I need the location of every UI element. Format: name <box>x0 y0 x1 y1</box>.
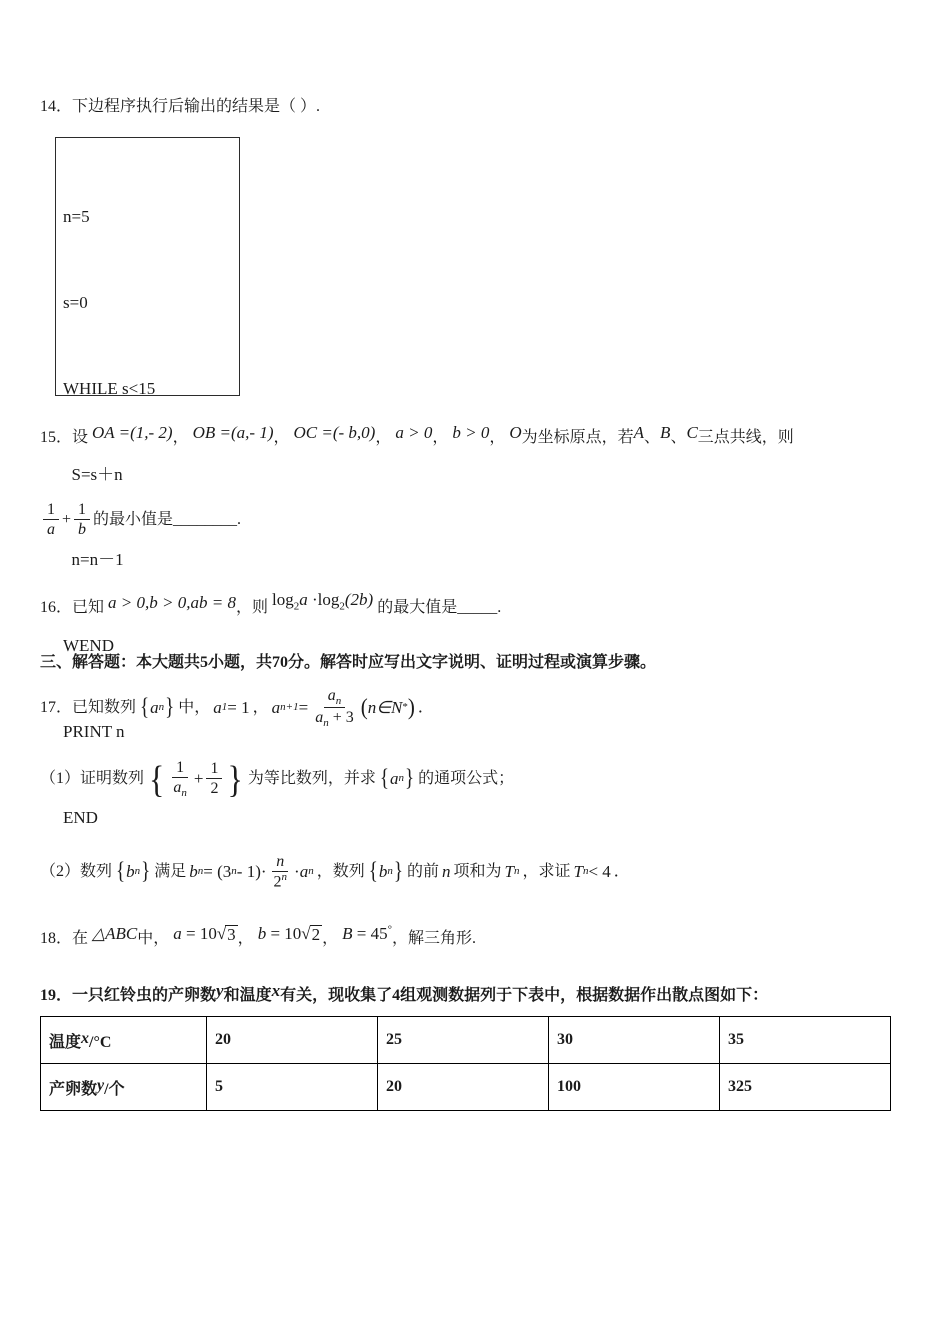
part-2-text: ，数列 <box>316 862 365 880</box>
variable: a <box>327 687 336 704</box>
log-base: 2 <box>293 600 300 613</box>
period: ． <box>417 698 434 716</box>
row-label: 温度 <box>49 1033 82 1051</box>
sequence-bn-notation <box>115 859 151 885</box>
comma: ， <box>237 930 254 947</box>
slash: / <box>104 1080 109 1098</box>
equals-open: = (3 <box>203 861 232 881</box>
temperature-row <box>41 1017 891 1064</box>
variable: a <box>299 861 309 881</box>
variable: T <box>573 861 583 881</box>
log-operator: log <box>317 590 340 609</box>
subscript: n <box>181 787 187 800</box>
comma: ， <box>273 429 290 446</box>
sequence-an-notation <box>379 766 415 792</box>
part-2-text: 的前 <box>406 862 439 880</box>
part-2-text: ，求证 <box>522 862 571 880</box>
degree-symbol: ° <box>387 923 393 936</box>
variable: b <box>189 861 198 881</box>
left-big-brace: { <box>149 757 165 801</box>
question-18-text: 中， <box>137 930 170 947</box>
code-line: n=5 <box>63 207 90 227</box>
fraction-denominator: a <box>47 521 55 539</box>
right-brace: } <box>141 858 151 885</box>
a-positive-condition: a > 0 <box>395 423 433 442</box>
question-17-text: 已知数列 <box>72 698 137 716</box>
code-line: S=s＋n <box>63 464 123 484</box>
variable: b <box>257 924 267 943</box>
question-17-part-1 <box>40 758 920 799</box>
table-cell: 30 <box>549 1017 720 1064</box>
variable: a <box>271 697 281 717</box>
row-header-temperature <box>41 1017 207 1064</box>
question-15-number: 15． <box>40 429 73 446</box>
row-label: 产卵数 <box>49 1080 98 1098</box>
fraction-n-over-2n <box>270 852 292 892</box>
question-18-text: 在 <box>72 930 89 947</box>
domain-condition: n∈N <box>367 697 403 717</box>
fraction-1-over-2 <box>206 759 222 798</box>
right-paren: ) <box>407 693 415 721</box>
subscript: n <box>335 695 342 708</box>
comma: ， <box>172 429 189 446</box>
table-cell: 5 <box>207 1064 378 1111</box>
question-19 <box>40 982 920 1009</box>
y-variable: y <box>216 981 224 1000</box>
table-cell: 325 <box>720 1064 891 1111</box>
fraction-1-over-b <box>74 500 90 539</box>
sequence-index: n <box>387 865 393 878</box>
initial-term-equation <box>213 695 249 721</box>
exponent: n <box>281 871 288 884</box>
table-cell: 35 <box>720 1017 891 1064</box>
right-brace: } <box>393 858 403 885</box>
question-18-number: 18． <box>40 930 73 947</box>
unit-count: 个 <box>108 1080 125 1098</box>
left-brace: { <box>379 764 389 792</box>
variable: a <box>315 709 324 727</box>
fraction-denominator <box>311 708 358 729</box>
fraction-numerator: 1 <box>43 500 59 520</box>
question-19-text: 和温度 <box>223 987 272 1004</box>
subscript: n <box>513 865 520 878</box>
code-line: END <box>63 807 98 827</box>
sequence-term: b <box>126 861 135 881</box>
fraction-numerator: n <box>272 852 288 872</box>
question-17-part-2 <box>40 852 920 892</box>
log-base: 2 <box>339 600 345 613</box>
slash: / <box>89 1033 94 1051</box>
sequence-term: b <box>378 861 388 881</box>
period: ． <box>613 862 630 880</box>
fraction-denominator <box>270 872 292 892</box>
part-1-text: 的通项公式； <box>418 769 515 787</box>
point-a-symbol: A <box>633 423 645 442</box>
x-variable: x <box>81 1029 90 1047</box>
separator: 、 <box>644 429 661 446</box>
equals-sign: = <box>298 697 309 717</box>
comma: ， <box>375 429 392 446</box>
sequence-an-notation <box>139 695 175 721</box>
code-line: WHILE s<15 <box>63 378 156 398</box>
variable: a <box>213 697 222 717</box>
log-argument: a <box>299 590 308 609</box>
question-18-text: ，解三角形. <box>392 930 477 947</box>
question-15-expression-line <box>40 500 920 539</box>
code-line: WEND <box>63 636 114 656</box>
log-product-expression <box>271 590 374 613</box>
egg-count-row <box>41 1064 891 1111</box>
log-argument: (2b) <box>344 590 374 609</box>
code-line: s=0 <box>63 292 88 312</box>
radical-sign: √ <box>216 924 227 943</box>
side-a-equation <box>173 924 237 943</box>
fraction-numerator: 1 <box>172 758 188 778</box>
code-line: n=n－1 <box>63 550 124 570</box>
less-than-four: < 4 <box>588 861 611 881</box>
plus-sign: + <box>62 510 72 528</box>
vector-ob-expression: OB =(a,- 1) <box>192 423 274 442</box>
y-variable: y <box>97 1076 105 1094</box>
exponent: n <box>231 865 237 878</box>
dot-operator: · <box>311 590 318 609</box>
part-2-text: （2）数列 <box>40 862 113 880</box>
question-14-number: 14． <box>40 98 73 115</box>
radicand: 3 <box>227 925 236 944</box>
plus-three: + 3 <box>328 709 354 727</box>
table-cell: 20 <box>207 1017 378 1064</box>
equals-value: = 1 <box>227 697 250 717</box>
sequence-index: n <box>134 865 141 878</box>
separator: 、 <box>670 429 687 446</box>
equals-value: = 10 <box>181 924 217 943</box>
star-superscript: * <box>402 701 408 714</box>
dot-operator: · <box>260 861 267 881</box>
question-19-text: 一只红铃虫的产卵数 <box>72 987 217 1004</box>
question-16 <box>40 590 920 621</box>
ab-conditions-expression: a > 0,b > 0,ab = 8 <box>108 593 236 612</box>
question-18 <box>40 925 920 952</box>
base-two: 2 <box>273 873 282 891</box>
part-2-text: 满足 <box>154 862 187 880</box>
point-b-symbol: B <box>660 423 671 442</box>
sequence-index: n <box>398 772 404 785</box>
subscript: 1 <box>221 701 228 714</box>
question-15-text: 三点共线，则 <box>697 429 794 446</box>
radicand: 2 <box>311 925 321 944</box>
subscript: n <box>582 865 589 878</box>
square-root <box>217 925 238 945</box>
question-15 <box>40 424 920 451</box>
point-c-symbol: C <box>686 423 698 442</box>
part-2-text: 项和为 <box>453 862 502 880</box>
fraction-numerator: 1 <box>206 759 222 779</box>
fraction-numerator <box>324 686 346 708</box>
equals-value: = 10 <box>266 924 302 943</box>
code-line: PRINT n <box>63 721 125 741</box>
variable: a <box>173 779 182 797</box>
fraction-1-over-an <box>169 758 191 799</box>
bn-formula <box>189 852 313 892</box>
comma: ， <box>489 429 506 446</box>
question-19-number: 19． <box>40 987 73 1004</box>
subscript: n <box>308 865 314 878</box>
fraction-denominator <box>169 778 191 799</box>
right-brace: } <box>165 693 175 721</box>
vector-oa-expression: OA =(1,- 2) <box>92 423 173 442</box>
part-1-text: （1）证明数列 <box>40 769 145 787</box>
b-positive-condition: b > 0 <box>452 423 490 442</box>
sequence-term: a <box>389 768 399 788</box>
question-16-number: 16． <box>40 599 73 616</box>
question-19-text: 有关，现收集了4组观测数据列于下表中，根据数据作出散点图如下： <box>280 987 769 1004</box>
sequence-term: a <box>150 697 159 717</box>
right-brace: } <box>404 764 415 792</box>
recurrence-fraction <box>311 686 358 729</box>
part-1-text: 为等比数列，并求 <box>247 769 376 787</box>
sequence-index: n <box>158 701 165 714</box>
table-cell: 20 <box>378 1064 549 1111</box>
n-variable: n <box>441 861 451 881</box>
question-17-number: 17． <box>40 698 73 716</box>
question-14 <box>40 94 920 120</box>
x-variable: x <box>271 981 281 1000</box>
angle-b-equation <box>342 924 392 943</box>
question-16-text: ，则 <box>235 599 268 616</box>
row-header-egg-count <box>41 1064 207 1111</box>
subscript: n <box>197 865 204 878</box>
question-17 <box>40 686 920 729</box>
vector-oc-expression: OC =(- b,0) <box>293 423 376 442</box>
question-15-text: 设 <box>72 429 89 446</box>
question-16-blank-text: 的最大值是_____. <box>377 599 502 616</box>
radical-sign: √ <box>301 924 311 943</box>
section-3-title: 三、解答题：本大题共5小题，共70分。解答时应写出文字说明、证明过程或演算步骤。 <box>40 654 657 671</box>
left-brace: { <box>368 858 378 885</box>
observation-data-table <box>40 1016 891 1111</box>
variable: B <box>342 924 353 943</box>
tn-symbol <box>505 859 520 885</box>
question-14-text: 下边程序执行后输出的结果是（ ）. <box>72 98 321 115</box>
sequence-bn-notation <box>368 859 404 885</box>
question-16-text: 已知 <box>72 599 105 616</box>
minus-one-close: - 1) <box>236 861 261 881</box>
right-big-brace: } <box>227 757 243 801</box>
fraction-numerator: 1 <box>74 500 90 520</box>
comma: ， <box>322 930 339 947</box>
log-operator: log <box>271 590 294 609</box>
tn-inequality <box>573 859 610 885</box>
geometric-sequence-expression <box>147 758 245 799</box>
fraction-denominator: 2 <box>210 780 219 798</box>
subscript: n+1 <box>280 701 299 714</box>
unit-celsius: °C <box>93 1033 112 1051</box>
comma: ， <box>432 429 449 446</box>
fraction-denominator: b <box>78 521 87 539</box>
left-brace: { <box>140 693 150 721</box>
variable: a <box>173 924 182 943</box>
triangle-abc-symbol: △ABC <box>92 924 138 943</box>
question-17-text: 中， <box>178 698 211 716</box>
question-15-blank-text: 的最小值是________. <box>93 510 242 528</box>
table-cell: 100 <box>549 1064 720 1111</box>
subscript: n <box>323 717 329 730</box>
section-3-header <box>40 650 920 676</box>
equals-value: = 45 <box>352 924 388 943</box>
question-15-text: 为坐标原点，若 <box>521 429 634 446</box>
left-brace: { <box>116 858 126 885</box>
left-paren: ( <box>360 693 368 721</box>
side-b-equation <box>258 924 322 943</box>
dot-operator: · <box>294 861 300 881</box>
square-root <box>301 925 322 945</box>
fraction-1-over-a <box>43 500 59 539</box>
variable: T <box>504 861 514 881</box>
plus-sign: + <box>193 768 204 788</box>
table-cell: 25 <box>378 1017 549 1064</box>
origin-o-symbol: O <box>509 423 522 442</box>
comma: ， <box>252 698 269 716</box>
recurrence-formula <box>272 686 415 729</box>
